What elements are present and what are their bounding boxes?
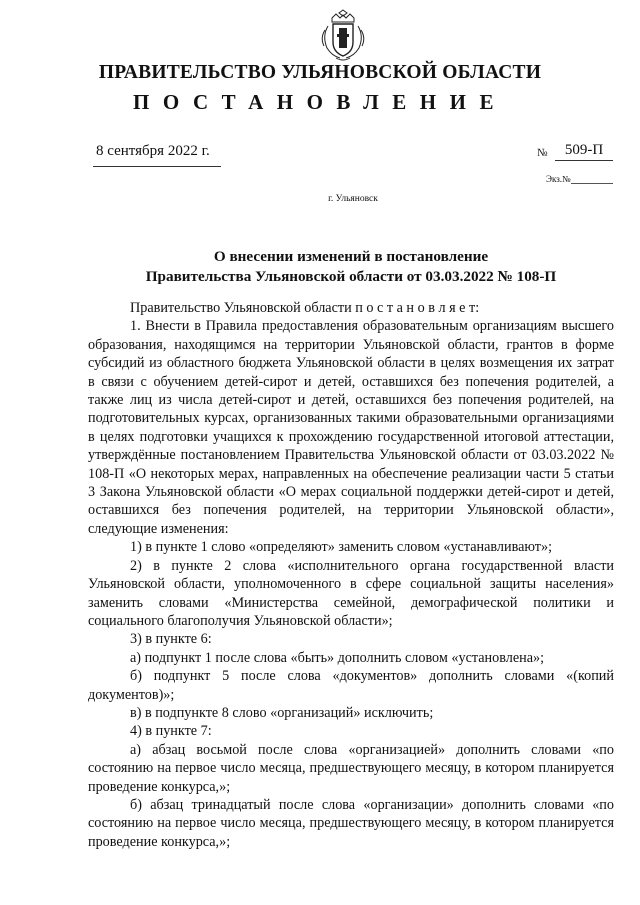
copy-number-field bbox=[546, 174, 613, 184]
document-type-title: ПОСТАНОВЛЕНИЕ bbox=[133, 90, 507, 114]
subject-line-1: О внесении изменений в постановление bbox=[213, 248, 489, 265]
document-number: 509-П bbox=[555, 142, 613, 161]
coat-of-arms-icon bbox=[318, 8, 368, 64]
item-3b: б) подпункт 5 после слова «документов» дополнить словами «(копий документов)»; bbox=[88, 668, 614, 703]
paragraph-1: 1. Внести в Правила предоставления образовательным организациям высшего образования, находящимся на территории Ульяновской области, грантов в форме субсидий из областного бюджета Ульяновской области в целях возмещения их затрат в связи с обучением детей-сирот и детей, оставшихся без попечения родителей, а также лиц из числа детей-сирот и детей, оставшихся без попечения родителей, на подготовительных курсах, организованных такими образовательными организациями в целях подготовки учащихся к прохождению государственной итоговой аттестации, утверждённые постановлением Правительства Ульяновской области от 03.03.2022 № 108-П «О некоторых мерах, направленных на обеспечение реализации части 5 статьи 3 Закона Ульяновской области «О мерах социальной поддержки детей-сирот и детей, оставшихся без попечения родителей, на территории Ульяновской области», следующие изменения: bbox=[88, 318, 614, 537]
city-name: г. Ульяновск bbox=[328, 194, 378, 204]
item-4: 4) в пункте 7: bbox=[130, 723, 212, 740]
intro-paragraph bbox=[88, 299, 614, 317]
item-2: 2) в пункте 2 слова «исполнительного органа государственной власти Ульяновской области, уполномоченного в сфере социальной защиты населения» заменить словами «Министерства семейной, демографической политики и социального благополучия Ульяновской области»; bbox=[88, 557, 614, 629]
subject-line-2: Правительства Ульяновской области от 03.03.2022 № 108-П bbox=[145, 267, 557, 285]
copy-number-label: Экз.№ bbox=[546, 174, 571, 184]
date-underline bbox=[93, 166, 221, 167]
intro-lead: Правительство Ульяновской области bbox=[130, 300, 352, 316]
document-subject bbox=[88, 247, 614, 286]
number-sign: № bbox=[537, 147, 548, 159]
copy-number-blank bbox=[571, 175, 613, 184]
document-body bbox=[88, 299, 614, 851]
government-title: ПРАВИТЕЛЬСТВО УЛЬЯНОВСКОЙ ОБЛАСТИ bbox=[98, 62, 542, 83]
item-3: 3) в пункте 6: bbox=[130, 631, 212, 648]
item-1: 1) в пункте 1 слово «определяют» заменить словом «устанавливают»; bbox=[130, 539, 553, 556]
item-4a: а) абзац восьмой после слова «организацией» дополнить словами «по состоянию на первое число месяца, предшествующего месяцу, в котором планируется проведение конкурса,»; bbox=[88, 741, 614, 795]
item-3a: а) подпункт 1 после слова «быть» дополнить словом «установлена»; bbox=[130, 649, 545, 666]
document-date: 8 сентября 2022 г. bbox=[96, 143, 210, 159]
item-3c: в) в подпункте 8 слово «организаций» исключить; bbox=[130, 704, 434, 721]
intro-verb: п о с т а н о в л я е т: bbox=[355, 300, 480, 316]
item-4b: б) абзац тринадцатый после слова «организации» дополнить словами «по состоянию на первое число месяца, предшествующего месяцу, в котором планируется проведение конкурса,»; bbox=[88, 796, 614, 850]
